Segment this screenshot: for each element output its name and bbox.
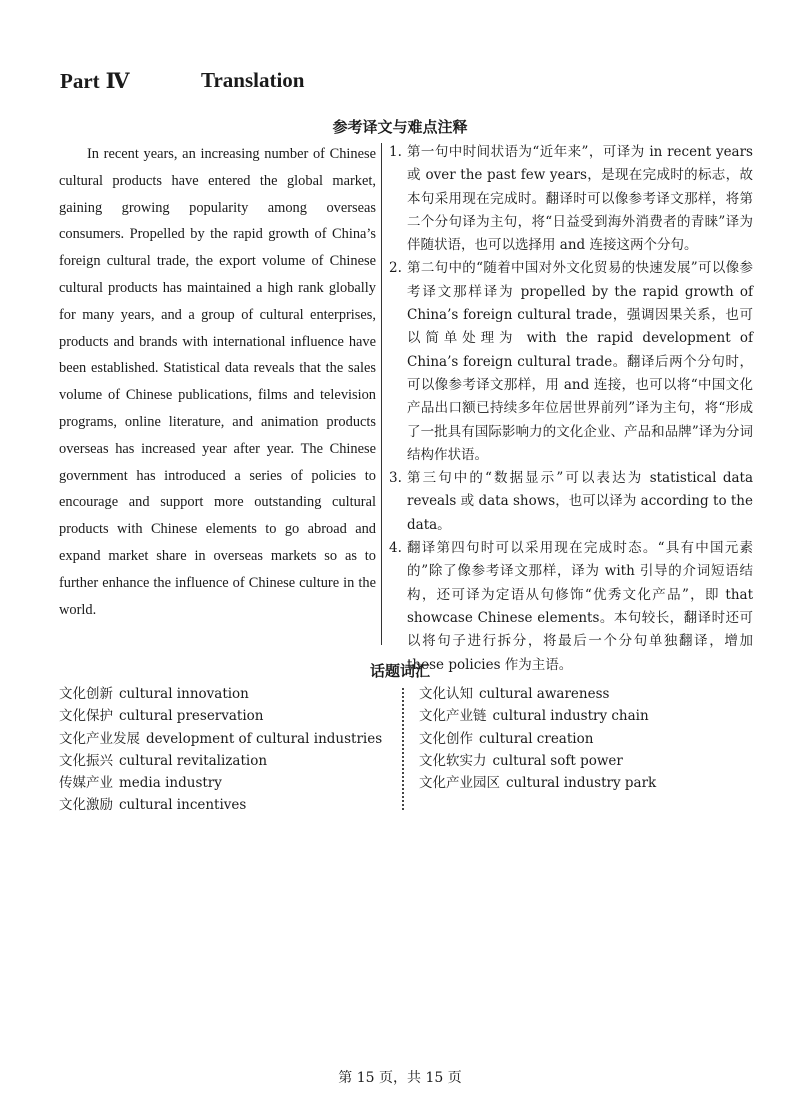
part-title: Translation xyxy=(201,68,305,92)
vocab-divider xyxy=(402,688,404,810)
vocab-item xyxy=(419,705,656,727)
vocab-item xyxy=(59,728,382,750)
vocab-zh: 文化振兴 xyxy=(59,752,113,769)
vocab-en: cultural industry park xyxy=(506,775,657,792)
vocab-item xyxy=(59,772,382,794)
note-text: 第一句中时间状语为“近年来”，可译为 in recent years 或 over the past few years，是现在完成时的标志，故本句采用现在完成时。翻译时可以像参考译文那样，将第二个分句译为主句，将“日益受到海外消费者的青睐”译为伴随状语，也可以选择用 and 连接这两个分句。 xyxy=(407,144,753,254)
vocab-en: cultural innovation xyxy=(119,686,249,702)
part-label: Part xyxy=(60,69,100,93)
part-heading xyxy=(60,68,305,94)
note-text: 翻译第四句时可以采用现在完成时态。“具有中国元素的”除了像参考译文那样，译为 with 引导的介词短语结构，还可译为定语从句修饰“优秀文化产品”，即 that showcase Chinese elements。本句较长，翻译时还可以将句子进行拆分，将最后一个分句单独翻译，增加 these policies 作为主语。 xyxy=(407,540,753,673)
note-item xyxy=(389,141,753,257)
note-number: 2. xyxy=(389,260,402,277)
vocab-en: cultural industry chain xyxy=(492,708,649,725)
vocab-zh: 文化产业发展 xyxy=(59,730,140,747)
note-number: 4. xyxy=(389,540,402,557)
vocab-item xyxy=(59,794,382,816)
vocab-item xyxy=(419,750,656,772)
vocab-en: cultural soft power xyxy=(492,752,623,769)
vocab-zh: 传媒产业 xyxy=(59,775,113,792)
vocab-en: cultural awareness xyxy=(479,686,610,702)
vocab-item xyxy=(59,683,382,705)
note-item xyxy=(389,467,753,537)
vocab-zh: 文化保护 xyxy=(59,708,113,725)
notes-list xyxy=(389,141,753,677)
vocab-en: cultural incentives xyxy=(119,797,247,814)
note-number: 3. xyxy=(389,470,402,487)
vocab-zh: 文化产业园区 xyxy=(419,775,500,792)
translation-paragraph: In recent years, an increasing number of Chinese cultural products have entered the global market, gaining growing popularity among overseas consumers. Propelled by the rapid growth of China’s foreign cultural trade, the export volume of Chinese cultural products has maintained a high rank globally for many years, and a group of cultural enterprises, products and brands with international influence have been established. Statistical data reveals that the sales volume of Chinese publications, films and television programs, online literature, and animation products overseas has increased year after year. The Chinese government has introduced a series of policies to encourage and support more outstanding cultural products with Chinese elements to go abroad and expand market share in overseas markets so as to further enhance the influence of Chinese culture in the world. xyxy=(59,146,376,618)
note-text: 第三句中的“数据显示”可以表达为 statistical data reveals 或 data shows，也可以译为 according to the data。 xyxy=(407,470,753,533)
vocab-item xyxy=(419,728,656,750)
vocab-zh: 文化创新 xyxy=(59,686,113,702)
vocab-zh: 文化产业链 xyxy=(419,708,487,725)
vocab-list-right xyxy=(419,683,656,794)
vocab-en: media industry xyxy=(119,775,222,792)
page-number: 第 15 页，共 15 页 xyxy=(338,1070,462,1086)
vocab-en: development of cultural industries xyxy=(146,730,383,747)
note-number: 1. xyxy=(389,144,402,160)
vocab-en: cultural preservation xyxy=(119,708,264,725)
vocab-item xyxy=(59,750,382,772)
vocab-item xyxy=(419,683,656,705)
note-item xyxy=(389,537,753,677)
vocab-en: cultural revitalization xyxy=(119,752,268,769)
vocab-zh: 文化认知 xyxy=(419,686,473,702)
note-text: 第二句中的“随着中国对外文化贸易的快速发展”可以像参考译文那样译为 propelled by the rapid growth of China’s foreign cultural trade，强调因果关系，也可以简单处理为 with the rapid development of China’s foreign cultural trade。翻译后两个分句时，可以像参考译文那样，用 and 连接，也可以将“中国文化产品出口额已持续多年位居世界前列”译为主句，将“形成了一批具有国际影响力的文化企业、产品和品牌”译为分词结构作状语。 xyxy=(407,260,753,463)
vocab-en: cultural creation xyxy=(479,730,594,747)
vocab-item xyxy=(59,705,382,727)
reference-section-title: 参考译文与难点注释 xyxy=(332,118,468,136)
vocab-zh: 文化激励 xyxy=(59,797,113,814)
note-item xyxy=(389,257,753,467)
reference-translation xyxy=(59,141,376,623)
vocab-zh: 文化软实力 xyxy=(419,752,487,769)
vocab-zh: 文化创作 xyxy=(419,730,473,747)
vocab-item xyxy=(419,772,656,794)
part-numeral: Ⅳ xyxy=(105,69,130,93)
vocab-list-left xyxy=(59,683,382,817)
column-divider xyxy=(381,143,382,645)
vocab-section-title: 话题词汇 xyxy=(369,662,430,680)
